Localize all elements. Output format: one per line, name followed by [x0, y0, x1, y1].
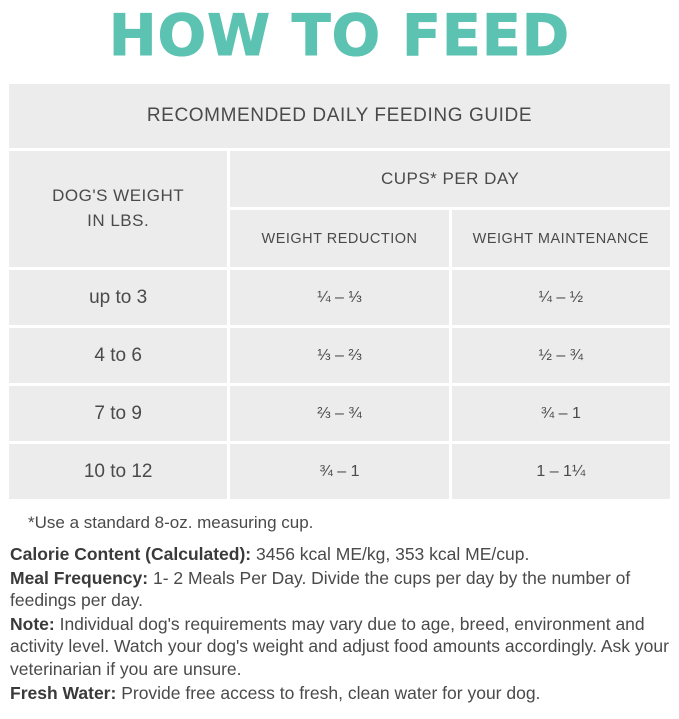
- weight-column-header: [8, 150, 229, 269]
- row-reduction-value: ⅓ – ⅔: [229, 327, 450, 385]
- weight-maintenance-header: WEIGHT MAINTENANCE: [450, 209, 671, 269]
- notes-section: [0, 502, 679, 704]
- meal-frequency-value: 1- 2 Meals Per Day. Divide the cups per day by the number of feedings per day.: [10, 567, 631, 611]
- row-maintenance-value: 1 – 1¼: [450, 443, 671, 501]
- row-maintenance-value: ¾ – 1: [450, 385, 671, 443]
- measuring-cup-footnote: *Use a standard 8-oz. measuring cup.: [28, 513, 314, 532]
- table-caption: RECOMMENDED DAILY FEEDING GUIDE: [8, 83, 672, 150]
- weight-reduction-header: WEIGHT REDUCTION: [229, 209, 450, 269]
- table-row: [8, 443, 672, 501]
- table-caption-row: [8, 83, 672, 150]
- feeding-guide-table: [6, 81, 673, 502]
- row-maintenance-value: ¼ – ½: [450, 269, 671, 327]
- note-value: Individual dog's requirements may vary due to age, breed, environment and activity level. Watch your dog's weight and adjust food amounts accordingly. Ask your veterinarian if you are unsure.: [10, 614, 669, 679]
- row-reduction-value: ¼ – ⅓: [229, 269, 450, 327]
- row-weight-label: up to 3: [8, 269, 229, 327]
- table-row: [8, 385, 672, 443]
- calorie-content-value: 3456 kcal ME/kg, 353 kcal ME/cup.: [251, 543, 530, 564]
- meal-frequency-note: [10, 567, 669, 611]
- weight-header-line-2: IN LBS.: [87, 211, 150, 230]
- row-weight-label: 10 to 12: [8, 443, 229, 501]
- table-header-row-1: [8, 150, 672, 209]
- meal-frequency-label: Meal Frequency:: [10, 567, 149, 588]
- calorie-content-label: Calorie Content (Calculated):: [10, 543, 252, 564]
- feeding-table-container: [0, 81, 679, 502]
- fresh-water-label: Fresh Water:: [10, 682, 117, 703]
- weight-header-line-1: DOG'S WEIGHT: [52, 186, 185, 206]
- row-maintenance-value: ½ – ¾: [450, 327, 671, 385]
- row-reduction-value: ¾ – 1: [229, 443, 450, 501]
- calorie-content-note: [10, 543, 669, 565]
- page-title: HOW TO FEED: [108, 3, 571, 69]
- row-weight-label: 4 to 6: [8, 327, 229, 385]
- table-row: [8, 327, 672, 385]
- row-weight-label: 7 to 9: [8, 385, 229, 443]
- fresh-water-note: [10, 682, 669, 704]
- row-reduction-value: ⅔ – ¾: [229, 385, 450, 443]
- note-label: Note:: [10, 614, 55, 635]
- cups-per-day-header: CUPS* PER DAY: [229, 150, 672, 209]
- fresh-water-value: Provide free access to fresh, clean water for your dog.: [116, 682, 541, 703]
- table-row: [8, 269, 672, 327]
- general-note: [10, 613, 669, 680]
